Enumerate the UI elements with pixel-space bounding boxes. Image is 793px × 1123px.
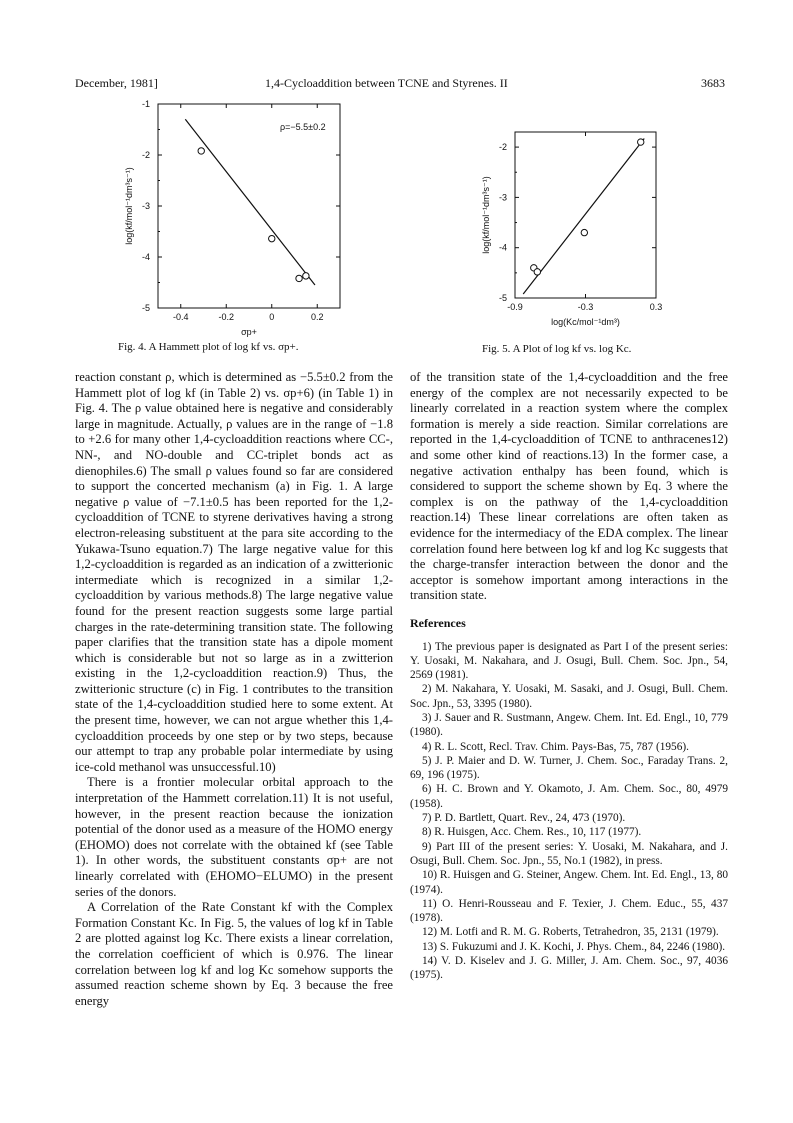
- data-point: [296, 275, 302, 281]
- data-point: [534, 269, 540, 275]
- reference-item: 13) S. Fukuzumi and J. K. Kochi, J. Phys. Chem., 84, 2246 (1980).: [422, 940, 726, 953]
- rho-annotation: ρ=−5.5±0.2: [280, 122, 326, 132]
- reference-item: 2) M. Nakahara, Y. Uosaki, M. Sasaki, and J. Osugi, Bull. Chem. Soc. Jpn., 53, 3395 (1980).: [410, 683, 728, 710]
- data-point: [303, 273, 309, 279]
- reference-item: 12) M. Lotfi and R. M. G. Roberts, Tetrahedron, 35, 2131 (1979).: [422, 926, 719, 939]
- reference-item: 5) J. P. Maier and D. W. Turner, J. Chem. Soc., Faraday Trans. 2, 69, 196 (1975).: [410, 754, 728, 782]
- reference-item: 7) P. D. Bartlett, Quart. Rev., 24, 473 (1970).: [422, 812, 626, 825]
- reference-list: [410, 640, 728, 983]
- x-tick-label: -0.3: [577, 302, 594, 312]
- left-column: [75, 370, 393, 1009]
- x-tick-label: 0.3: [649, 302, 663, 312]
- figure-4: [95, 98, 355, 338]
- paragraph: of the transition state of the 1,4-cycloaddition and the free energy of the complex are not necessarily expected to be linearly correlated in a reaction system where the complex formation is merely a side reaction. Similar correlations are reported in the 1,4-cycloaddition of TCNE to anthracenes12) and some other kind of reactions.13) In the former case, a negative activation enthalpy has been found, which is considered to support the scheme shown by Eq. 3 where the complex is on the pathway of the 1,4-cycloaddition reaction.14) These linear correlations are often taken as evidence for the intermediacy of the EDA complex. The linear correlation found here between log kf and log Kc suggests that the charge-transfer interaction between the donor and the acceptor is somehow important among interactions in the transition state.: [410, 370, 728, 603]
- x-tick-label: -0.2: [218, 312, 235, 322]
- paragraph: There is a frontier molecular orbital approach to the interpretation of the Hammett correlation.11) It is not useful, however, in the present reaction because the ionization potential of the donor used as a measure of the HOMO energy (EHOMO) does not correlate with the obtained kf (see Table 1). In other words, the substituent constants σp+ are not linearly correlated with (EHOMO−ELUMO) in the present series of the donors.: [75, 775, 393, 899]
- y-tick-label: -3: [141, 201, 150, 211]
- data-point: [581, 229, 587, 235]
- references-heading: References: [410, 615, 466, 630]
- reference-item: 4) R. L. Scott, Recl. Trav. Chim. Pays-Bas, 75, 787 (1956).: [422, 740, 689, 753]
- fit-line: [185, 119, 315, 285]
- x-tick-label: 0: [269, 312, 275, 322]
- running-header: [75, 76, 725, 94]
- reference-item: 14) V. D. Kiselev and J. G. Miller, J. Am. Chem. Soc., 97, 4036 (1975).: [410, 955, 728, 982]
- header-title: 1,4-Cycloaddition between TCNE and Styrenes. II: [265, 76, 508, 90]
- reference-item: 11) O. Henri-Rousseau and F. Texier, J. Chem. Educ., 55, 437 (1978).: [410, 897, 728, 925]
- header-date: December, 1981]: [75, 76, 158, 90]
- x-tick-label: -0.4: [172, 312, 189, 322]
- reference-item: 8) R. Huisgen, Acc. Chem. Res., 10, 117 (1977).: [422, 826, 642, 839]
- y-tick-label: -3: [498, 192, 507, 203]
- reference-item: 9) Part III of the present series: Y. Uosaki, M. Nakahara, and J. Osugi, Bull. Chem. Soc. Jpn., 55, No.1 (1982), in press.: [410, 840, 728, 867]
- y-tick-label: -4: [141, 252, 150, 262]
- y-axis-label: log(kf/mol⁻¹dm³s⁻¹): [124, 167, 134, 245]
- reference-item: 10) R. Huisgen and G. Steiner, Angew. Chem. Int. Ed. Engl., 13, 80 (1974).: [410, 869, 728, 896]
- reference-item: 6) H. C. Brown and Y. Okamoto, J. Am. Chem. Soc., 80, 4979 (1958).: [410, 783, 728, 810]
- paragraph: reaction constant ρ, which is determined as −5.5±0.2 from the Hammett plot of log kf (in Table 2) vs. σp+6) (in Table 1) in Fig. 4. The ρ value obtained here is negative and considerably large in magnitude. Actually, ρ values are in the range of −1.8 to +2.6 for many other 1,4-cycloaddition reactions where CC-, NN-, and NO-double and CC-triplet bonds act as dienophiles.6) The small ρ values found so far are considered to support the concerted mechanism (a) in Fig. 1. A large negative ρ value of −7.1±0.5 has been reported for the 1,2-cycloaddition of TCNE to styrene derivatives having a strong electron-releasing substituent at the para site according to the Yukawa-Tsuno equation.7) The large negative value for this 1,2-cycloaddition is regarded as an indication of a zwitterionic intermediate which is recognized in a similar 1,2-cycloaddition by various methods.8) The large negative value found for the present reaction suggests some large partial charges in the rate-determining transition state. The following paper clarifies that the transition state has a dipole moment which is considerable but not so large as in a zwitterion existing in the 1,2-cycloaddition reaction.9) Thus, the zwitterionic structure (c) in Fig. 1 contributes to the transition state of the 1,4-cycloaddition studied here to some extent. At the present time, however, we can not argue whether this 1,4-cycloaddition proceeds by one step or by two steps, because our attempt to trap any probable polar intermediate by using ice-cold methanol was unsuccessful.10): [75, 370, 393, 774]
- reference-item: 3) J. Sauer and R. Sustmann, Angew. Chem. Int. Ed. Engl., 10, 779 (1980).: [410, 711, 728, 739]
- figure-4-caption: Fig. 4. A Hammett plot of log kf vs. σp+.: [118, 341, 299, 353]
- x-tick-label: -0.9: [507, 302, 523, 312]
- y-tick-label: -5: [498, 293, 507, 303]
- data-point: [638, 139, 644, 145]
- figure-5-caption: Fig. 5. A Plot of log kf vs. log Kc.: [482, 343, 632, 355]
- y-tick-label: -2: [141, 150, 150, 160]
- y-tick-label: -4: [498, 242, 507, 253]
- plot-frame: [158, 104, 340, 308]
- header-page-number: 3683: [701, 76, 725, 90]
- reference-item: 1) The previous paper is designated as Part I of the present series: Y. Uosaki, M. Nakahara, and J. Osugi, Bull. Chem. Soc. Jpn., 54, 2569 (1981).: [410, 640, 728, 682]
- data-point: [269, 235, 275, 241]
- x-axis-label: σp+: [241, 327, 257, 337]
- paragraph: A Correlation of the Rate Constant kf with the Complex Formation Constant Kc. In Fig. 5, the values of log kf in Table 2 are plotted against log Kc. There exists a linear correlation, the correlation coefficient of which is 0.976. The linear correlation between log kf and log Kc somehow supports the assumed reaction scheme shown by Eq. 3 because the free energy: [75, 900, 393, 1008]
- x-axis-label: log(Kc/mol⁻¹dm³): [551, 317, 620, 327]
- figure-5: [470, 128, 690, 343]
- y-tick-label: -5: [141, 303, 150, 313]
- y-axis-label: log(kf/mol⁻¹dm³s⁻¹): [481, 176, 491, 254]
- x-tick-label: 0.2: [310, 312, 324, 322]
- figure-5-chart: [470, 128, 690, 343]
- right-column: [410, 370, 728, 983]
- data-point: [198, 148, 204, 154]
- y-tick-label: -2: [498, 142, 507, 153]
- fit-line: [523, 139, 644, 294]
- y-tick-label: -1: [141, 99, 150, 109]
- figure-4-chart: [95, 98, 355, 338]
